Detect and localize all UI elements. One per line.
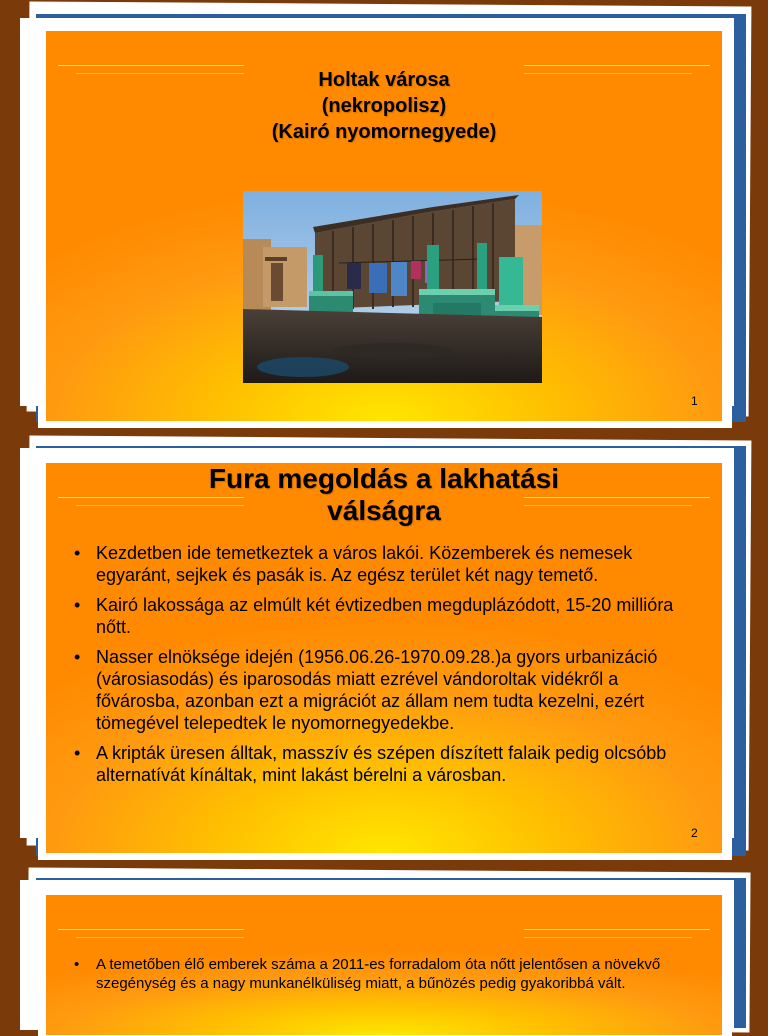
bullet-item: • Kairó lakossága az elmúlt két évtizedben megduplázódott, 15-20 millióra nőtt.: [74, 594, 704, 638]
deco-line: [58, 929, 244, 930]
bullet-item: • Kezdetben ide temetkeztek a város lakói. Közemberek és nemesek egyaránt, sejkek és pasák is. Az egész terület két nagy temető.: [74, 542, 704, 586]
bullet-item: • A kripták üresen álltak, masszív és szépen díszített falaik pedig olcsóbb alternatívát kínáltak, mint lakást bérelni a városban.: [74, 742, 704, 786]
deco-line: [76, 937, 244, 938]
title-line: Fura megoldás a lakhatási: [208, 463, 560, 494]
slide-2-title: [46, 463, 722, 527]
bullet-item: • Nasser elnöksége idején (1956.06.26-1970.09.28.)a gyors urbanizáció (városiasodás) és iparosodás miatt ezrével vándoroltak vidékről a fővárosba, azonban ezt a migrációt az állam nem tudta kezelni, ezért tömegével telepedtek le nyomornegyedekbe.: [74, 646, 704, 734]
deco-line: [524, 65, 710, 66]
title-line: (Kairó nyomornegyede): [271, 121, 497, 143]
slide-number: 1: [691, 394, 698, 408]
deco-line: [58, 65, 244, 66]
slide-3: [0, 864, 768, 1024]
slide-1: [0, 0, 768, 432]
slide-1-title: [46, 67, 722, 145]
slide-3-bullet-list: [74, 955, 694, 993]
title-line: válságra: [327, 495, 441, 526]
slide-3-canvas: [46, 895, 722, 1035]
title-line: Holtak városa: [318, 69, 450, 91]
title-line: (nekropolisz): [321, 95, 447, 117]
slide-1-canvas: [46, 31, 722, 421]
bullet-item: • A temetőben élő emberek száma a 2011-es forradalom óta nőtt jelentősen a növekvő szegénység és a nagy munkanélküliség miatt, a bűnözés pedig gyakoribbá vált.: [74, 955, 694, 993]
photo-cemetery-houses: [243, 191, 542, 383]
slide-2-bullet-list: [74, 542, 704, 794]
slide-2: [0, 432, 768, 864]
deco-line: [524, 937, 692, 938]
deco-line: [524, 929, 710, 930]
slide-number: 2: [691, 826, 698, 840]
slide-2-canvas: [46, 463, 722, 853]
